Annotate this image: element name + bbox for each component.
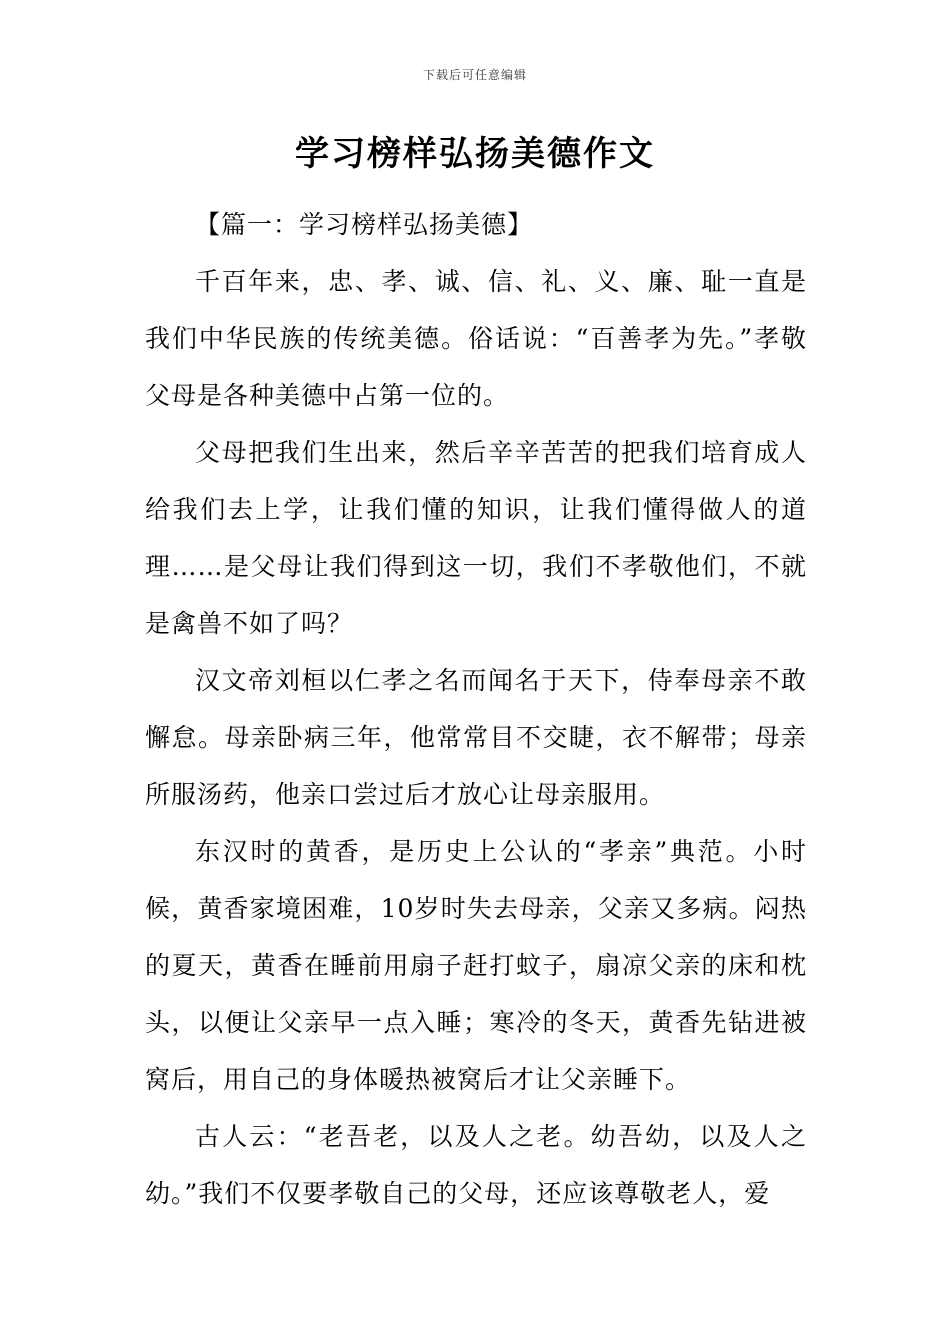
paragraph: 东汉时的黄香，是历史上公认的“孝亲”典范。小时候，黄香家境困难，10岁时失去母亲，父亲又多病。闷热的夏天，黄香在睡前用扇子赶打蚊子，扇凉父亲的床和枕头，以便让父亲早一点入睡；寒冷的冬天，黄香先钻进被窝后，用自己的身体暖热被窝后才让父亲睡下。 xyxy=(145,837,807,1094)
paragraph: 父母把我们生出来，然后辛辛苦苦的把我们培育成人给我们去上学，让我们懂的知识，让我们懂得做人的道理……是父母让我们得到这一切，我们不孝敬他们，不就是禽兽不如了吗？ xyxy=(145,438,807,638)
paragraph: 千百年来，忠、孝、诚、信、礼、义、廉、耻一直是我们中华民族的传统美德。俗话说：“百善孝为先。”孝敬父母是各种美德中占第一位的。 xyxy=(145,267,807,410)
document-body xyxy=(145,196,807,1222)
section-label: 【篇一：学习榜样弘扬美德】 xyxy=(195,210,534,239)
paragraph: 汉文帝刘桓以仁孝之名而闻名于天下，侍奉母亲不敢懈怠。母亲卧病三年，他常常目不交睫，衣不解带；母亲所服汤药，他亲口尝过后才放心让母亲服用。 xyxy=(145,666,807,809)
document-title: 学习榜样弘扬美德作文 xyxy=(295,134,655,174)
header-note: 下载后可任意编辑 xyxy=(422,68,527,82)
paragraph: 古人云：“老吾老，以及人之老。幼吾幼，以及人之幼。”我们不仅要孝敬自己的父母，还应该尊敬老人，爱 xyxy=(145,1122,807,1208)
